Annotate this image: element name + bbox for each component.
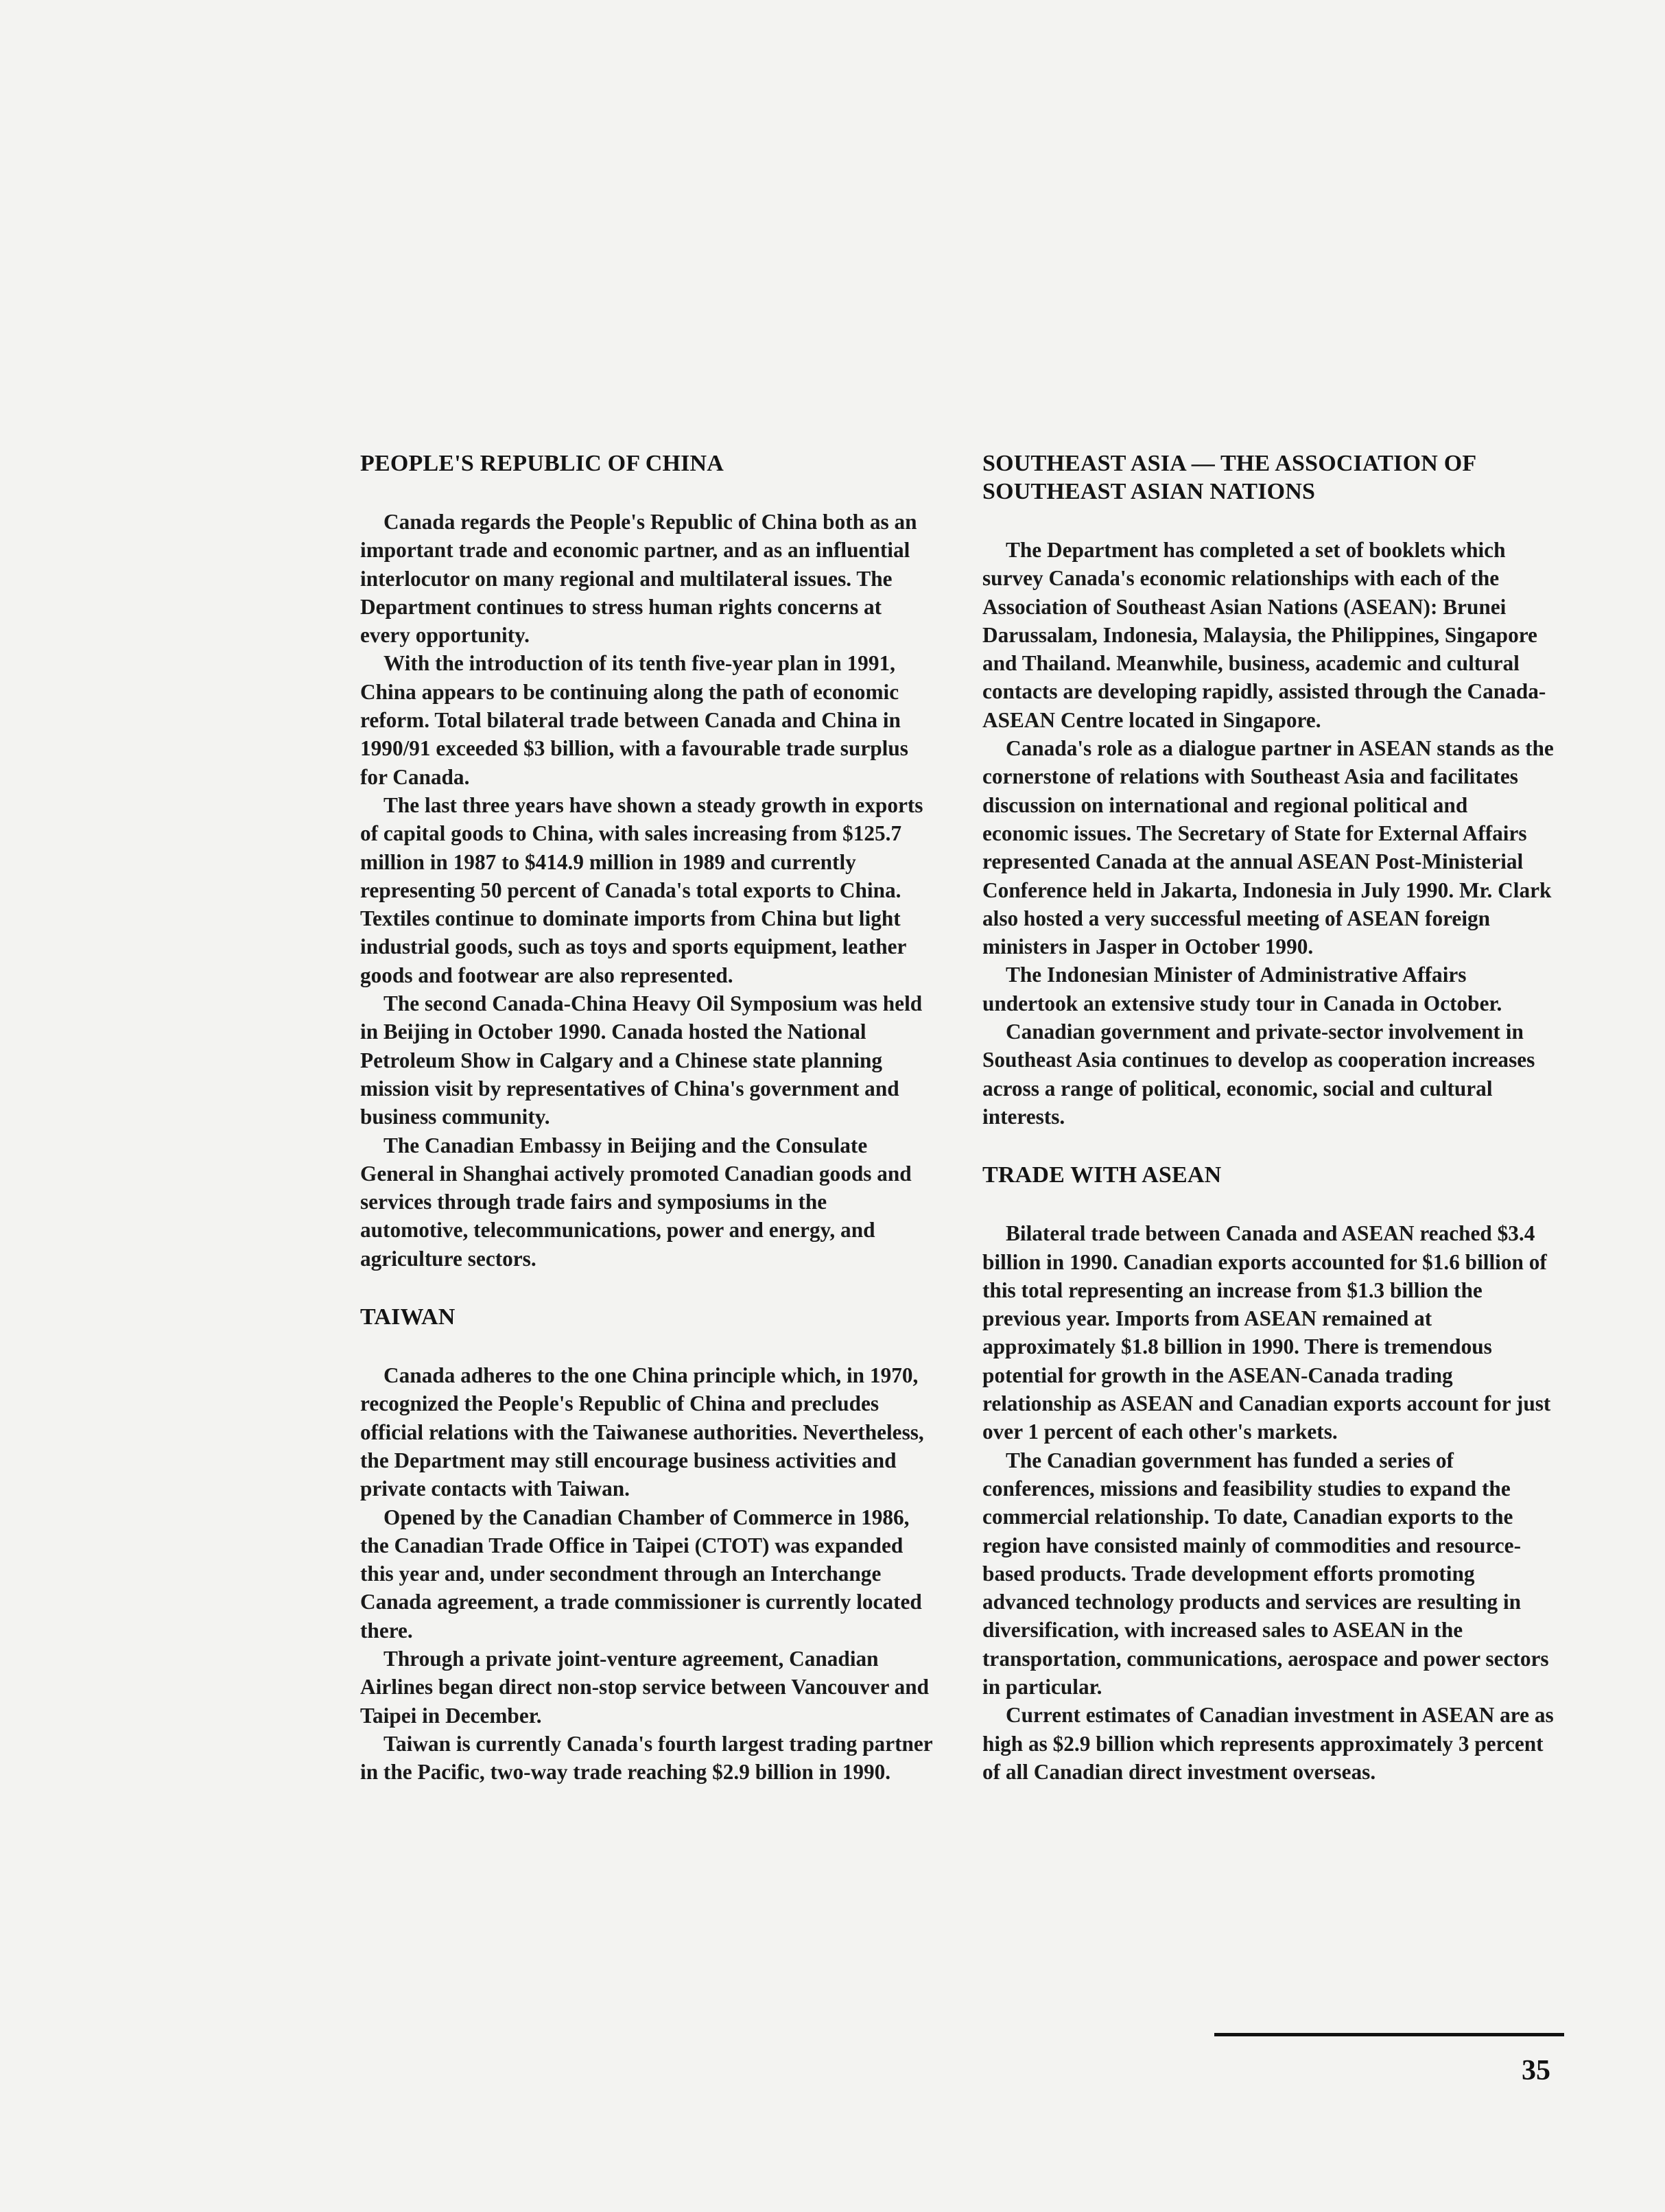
section-china [360,449,936,1273]
section-heading: TAIWAN [360,1304,456,1330]
left-column [360,449,936,1816]
paragraph: Canada's role as a dialogue partner in ASEAN stands as the cornerstone of relations with Southeast Asia and facilitates discussion on international and regional political and economic issues. The Secretary of State for External Affairs represented Canada at the annual ASEAN Post-Ministerial Conference held in Jakarta, Indonesia in July 1990. Mr. Clark also hosted a very successful meeting of ASEAN foreign ministers in Jasper in October 1990. [982,736,1554,959]
section-heading: TRADE WITH ASEAN [982,1162,1222,1188]
paragraph: Canada adheres to the one China principle which, in 1970, recognized the People's Republic of China and precludes official relations with the Taiwanese authorities. Nevertheless, the Department may still encourage business activities and private contacts with Taiwan. [360,1363,924,1501]
paragraph: The second Canada-China Heavy Oil Symposium was held in Beijing in October 1990. Canada hosted the National Petroleum Show in Calgary and a Chinese state planning mission visit by representatives of China's government and business community. [360,991,923,1129]
paragraph: With the introduction of its tenth five-year plan in 1991, China appears to be continuing along the path of economic reform. Total bilateral trade between Canada and China in 1990/91 exceeded $3 billion, with a favourable trade surplus for Canada. [360,651,908,789]
paragraph: The Canadian Embassy in Beijing and the Consulate General in Shanghai actively promoted Canadian goods and services through trade fairs and symposiums in the automotive, telecommunications, power and energy, and agriculture sectors. [360,1133,912,1271]
footer-rule [1214,2033,1564,2036]
section-taiwan [360,1303,936,1786]
paragraph: The Indonesian Minister of Administrative Affairs undertook an extensive study tour in Canada in October. [982,963,1502,1015]
section-trade-asean [982,1161,1557,1786]
right-column [982,449,1557,1816]
paragraph: Canadian government and private-sector involvement in Southeast Asia continues to develop as cooperation increases across a range of political, economic, social and cultural interests. [982,1020,1535,1129]
paragraph: The Department has completed a set of booklets which survey Canada's economic relationships with each of the Association of Southeast Asian Nations (ASEAN): Brunei Darussalam, Indonesia, Malaysia, the Philippines, Singapore and Thailand. Meanwhile, business, academic and cultural contacts are developing rapidly, assisted through the Canada-ASEAN Centre located in Singapore. [982,538,1546,732]
paragraph: Canada regards the People's Republic of China both as an important trade and economic partner, and as an influential interlocutor on many regional and multilateral issues. The Department continues to stress human rights concerns at every opportunity. [360,510,917,648]
paragraph: Through a private joint-venture agreement, Canadian Airlines began direct non-stop service between Vancouver and Taipei in December. [360,1646,930,1728]
section-southeast-asia [982,449,1557,1131]
paragraph: The last three years have shown a steady growth in exports of capital goods to China, with sales increasing from $125.7 million in 1987 to $414.9 million in 1989 and currently representing 50 percent of Canada's total exports to China. Textiles continue to dominate imports from China but light industrial goods, such as toys and sports equipment, leather goods and footwear are also represented. [360,792,923,987]
paragraph: Bilateral trade between Canada and ASEAN reached $3.4 billion in 1990. Canadian exports accounted for $1.6 billion of this total representing an increase from $1.3 billion the previous year. Imports from ASEAN remained at approximately $1.8 billion in 1990. There is tremendous potential for growth in the ASEAN-Canada trading relationship as ASEAN and Canadian exports account for just over 1 percent of each other's markets. [982,1221,1551,1444]
paragraph: The Canadian government has funded a series of conferences, missions and feasibility studies to expand the commercial relationship. To date, Canadian exports to the region have consisted mainly of commodities and resource-based products. Trade development efforts promoting advanced technology products and services are resulting in diversification, with increased sales to ASEAN in the transportation, communications, aerospace and power sectors in particular. [982,1448,1549,1699]
paragraph: Current estimates of Canadian investment in ASEAN are as high as $2.9 billion which represents approximately 3 percent of all Canadian direct investment overseas. [982,1703,1554,1784]
paragraph: Opened by the Canadian Chamber of Commerce in 1986, the Canadian Trade Office in Taipei (CTOT) was expanded this year and, under secondment through an Interchange Canada agreement, a trade commissioner is currently located there. [360,1505,922,1643]
paragraph: Taiwan is currently Canada's fourth largest trading partner in the Pacific, two-way trade reaching $2.9 billion in 1990. [360,1731,933,1785]
section-heading: PEOPLE'S REPUBLIC OF CHINA [360,451,724,476]
section-heading: SOUTHEAST ASIA — THE ASSOCIATION OF SOUTHEAST ASIAN NATIONS [982,451,1476,504]
page-number: 35 [1522,2055,1550,2086]
